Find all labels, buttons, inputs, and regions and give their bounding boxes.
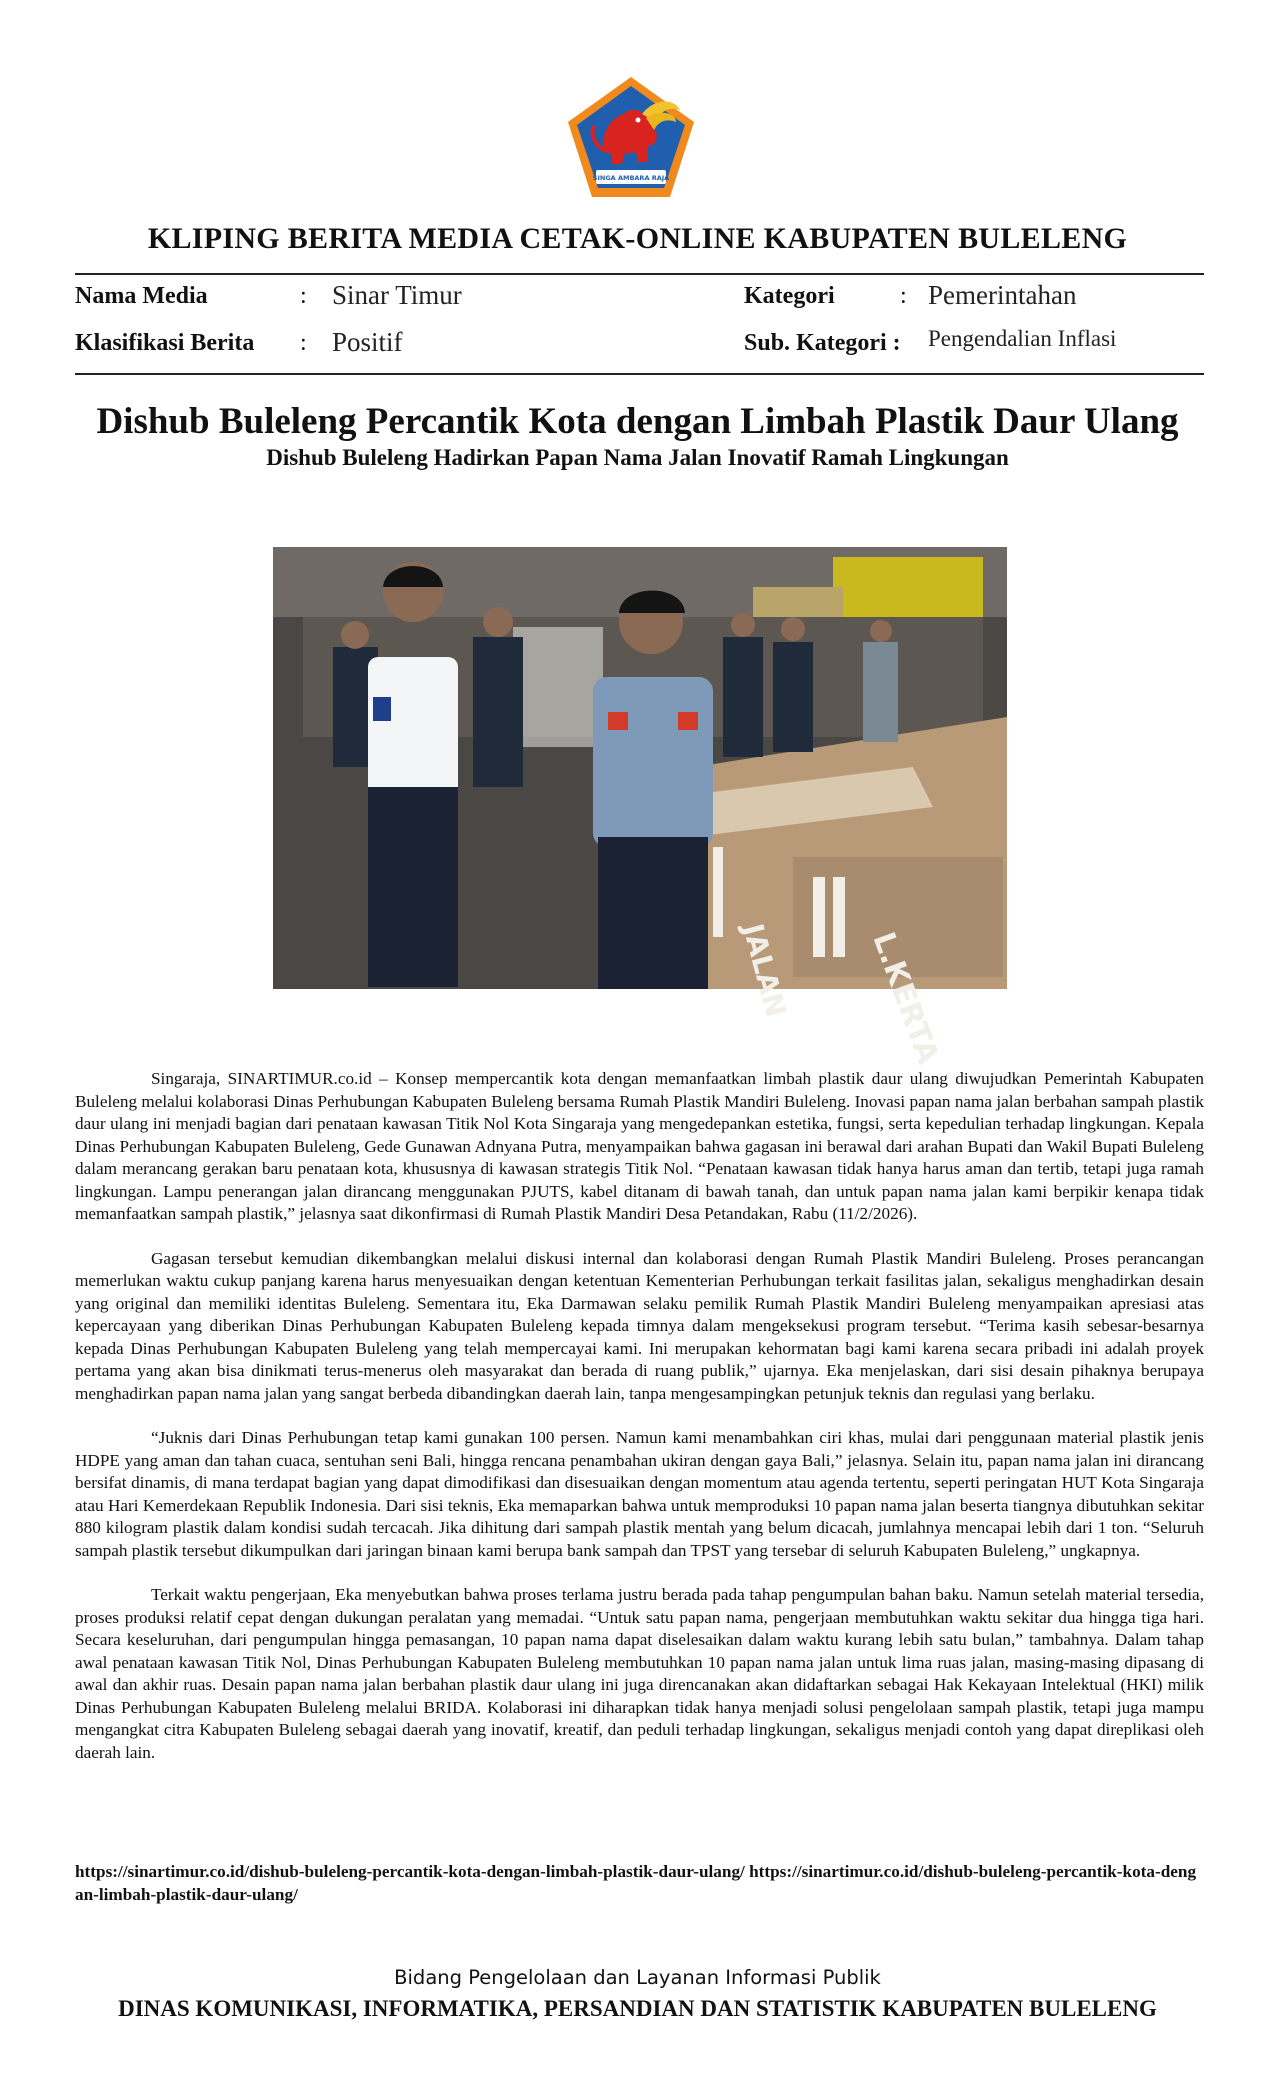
subcategory-value: Pengendalian Inflasi xyxy=(928,326,1117,351)
logo-motto-text: SINGA AMBARA RAJA xyxy=(592,174,670,182)
header-rule-bottom xyxy=(75,373,1204,375)
photo-sign-text-2: JALAN xyxy=(736,920,793,1021)
classification-colon: : xyxy=(300,330,307,356)
article-body xyxy=(75,1068,1204,1786)
article-subheadline: Dishub Buleleng Hadirkan Papan Nama Jalan Inovatif Ramah Lingkungan xyxy=(266,445,1009,470)
article-photo xyxy=(273,547,1007,1069)
media-name-value: Sinar Timur xyxy=(332,280,462,310)
category-colon: : xyxy=(900,283,907,309)
workshop-photo-image xyxy=(273,547,1007,1069)
article-paragraph: Singaraja, SINARTIMUR.co.id – Konsep mempercantik kota dengan memanfaatkan limbah plastik daur ulang diwujudkan Pemerintah Kabupaten Buleleng melalui kolaborasi Dinas Perhubungan Kabupaten Buleleng bersama Rumah Plastik Mandiri Buleleng. Inovasi papan nama jalan berbahan sampah plastik daur ulang ini menjadi bagian dari penataan kawasan Titik Nol Kota Singaraja yang mengedepankan estetika, fungsi, serta kepedulian terhadap lingkungan. Kepala Dinas Perhubungan Kabupaten Buleleng, Gede Gunawan Adnyana Putra, menyampaikan bahwa gagasan ini berawal dari arahan Bupati dan Wakil Bupati Buleleng dalam merancang gerakan baru penataan kota, khususnya di kawasan strategis Titik Nol. “Penataan kawasan tidak hanya harus aman dan tertib, tetapi juga ramah lingkungan. Lampu penerangan jalan dirancang menggunakan PJUTS, kabel ditanam di bawah tanah, dan untuk papan nama jalan kami berpikir kenapa tidak memanfaatkan sampah plastik,” jelasnya saat dikonfirmasi di Rumah Plastik Mandiri Desa Petandakan, Rabu (11/2/2026). xyxy=(75,1069,1204,1223)
footer-division: Bidang Pengelolaan dan Layanan Informasi Publik xyxy=(394,1966,881,1989)
article-headline: Dishub Buleleng Percantik Kota dengan Limbah Plastik Daur Ulang xyxy=(96,401,1179,442)
header-rule-top xyxy=(75,273,1204,275)
singa-ambara-raja-emblem-icon xyxy=(564,74,698,200)
regency-logo xyxy=(564,74,698,200)
article-paragraph: “Juknis dari Dinas Perhubungan tetap kami gunakan 100 persen. Namun kami menambahkan ciri khas, mulai dari penggunaan material plastik jenis HDPE yang aman dan tahan cuaca, sentuhan seni Bali, hingga rencana penambahan ukiran dengan gaya Bali,” jelasnya. Selain itu, papan nama jalan ini dirancang bersifat dinamis, di mana terdapat bagian yang dapat dimodifikasi dan disesuaikan dengan momentum atau agenda tertentu, seperti peringatan HUT Kota Singaraja atau Hari Kemerdekaan Republik Indonesia. Dari sisi teknis, Eka memaparkan bahwa untuk memproduksi 10 papan nama jalan beserta tiangnya dibutuhkan sekitar 880 kilogram plastik dalam kondisi sudah tercacah. Jika dihitung dari sampah plastik mentah yang belum dicacah, jumlahnya mencapai lebih dari 1 ton. “Seluruh sampah plastik tersebut dikumpulkan dari jaringan binaan kami berupa bank sampah dan TPST yang tersebar di seluruh Kabupaten Buleleng,” ungkapnya. xyxy=(75,1428,1204,1560)
article-paragraph: Gagasan tersebut kemudian dikembangkan melalui diskusi internal dan kolaborasi dengan Rumah Plastik Mandiri Buleleng. Proses perancangan memerlukan waktu cukup panjang karena harus menyesuaikan dengan ketentuan Kementerian Perhubungan terkait fasilitas jalan, sekaligus menghadirkan desain yang original dan memiliki identitas Buleleng. Sementara itu, Eka Darmawan selaku pemilik Rumah Plastik Mandiri Buleleng menyampaikan apresiasi atas kepercayaan yang diberikan Dinas Perhubungan Kabupaten Buleleng kepada timnya dalam mengeksekusi program tersebut. “Terima kasih sebesar-besarnya kepada Dinas Perhubungan Kabupaten Buleleng yang telah mempercayai kami. Ini merupakan kehormatan bagi kami karena secara pribadi ini adalah proyek pertama yang akan bisa dinikmati terus-menerus oleh masyarakat dan berada di ruang publik,” ujarnya. Eka menjelaskan, dari sisi desain pihaknya berupaya menghadirkan papan nama jalan yang sangat berbeda dibandingkan daerah lain, tanpa mengesampingkan petunjuk teknis dan regulasi yang berlaku. xyxy=(75,1248,1204,1403)
photo-sign-text-1: L.KERTA xyxy=(865,927,946,1069)
media-name-label: Nama Media xyxy=(75,283,208,309)
category-value: Pemerintahan xyxy=(928,280,1077,310)
footer-agency: DINAS KOMUNIKASI, INFORMATIKA, PERSANDIAN DAN STATISTIK KABUPATEN BULELENG xyxy=(118,1996,1157,2021)
source-url-link[interactable]: https://sinartimur.co.id/dishub-buleleng-percantik-kota-dengan-limbah-plastik-daur-ulang/ https://sinartimur.co.id/dishub-buleleng-percantik-kota-dengan-limbah-plastik-daur-ulang/ xyxy=(75,1862,1197,1904)
clipping-title: KLIPING BERITA MEDIA CETAK-ONLINE KABUPATEN BULELENG xyxy=(147,222,1128,255)
classification-value: Positif xyxy=(332,327,403,357)
subcategory-label: Sub. Kategori : xyxy=(744,330,901,356)
category-label: Kategori xyxy=(744,283,835,309)
media-name-colon: : xyxy=(300,283,307,309)
classification-label: Klasifikasi Berita xyxy=(75,330,255,356)
article-paragraph: Terkait waktu pengerjaan, Eka menyebutkan bahwa proses terlama justru berada pada tahap pengumpulan bahan baku. Namun setelah material tersedia, proses produksi relatif cepat dengan dukungan peralatan yang memadai. “Untuk satu papan nama, pengerjaan membutuhkan waktu sekitar dua hingga tiga hari. Secara keseluruhan, dari pengumpulan hingga pemasangan, 10 papan nama dapat diselesaikan dalam waktu kurang lebih satu bulan,” tambahnya. Dalam tahap awal penataan kawasan Titik Nol, Dinas Perhubungan Kabupaten Buleleng membutuhkan 10 papan nama jalan untuk lima ruas jalan, masing-masing dipasang di awal dan akhir ruas. Desain papan nama jalan berbahan plastik daur ulang ini juga direncanakan akan didaftarkan sebagai Hak Kekayaan Intelektual (HKI) milik Dinas Perhubungan Kabupaten Buleleng melalui BRIDA. Kolaborasi ini diharapkan tidak hanya menjadi solusi pengelolaan sampah plastik, tetapi juga mampu mengangkat citra Kabupaten Buleleng sebagai daerah yang inovatif, kreatif, dan peduli terhadap lingkungan, sekaligus menjadi contoh yang dapat direplikasi oleh daerah lain. xyxy=(75,1585,1204,1762)
